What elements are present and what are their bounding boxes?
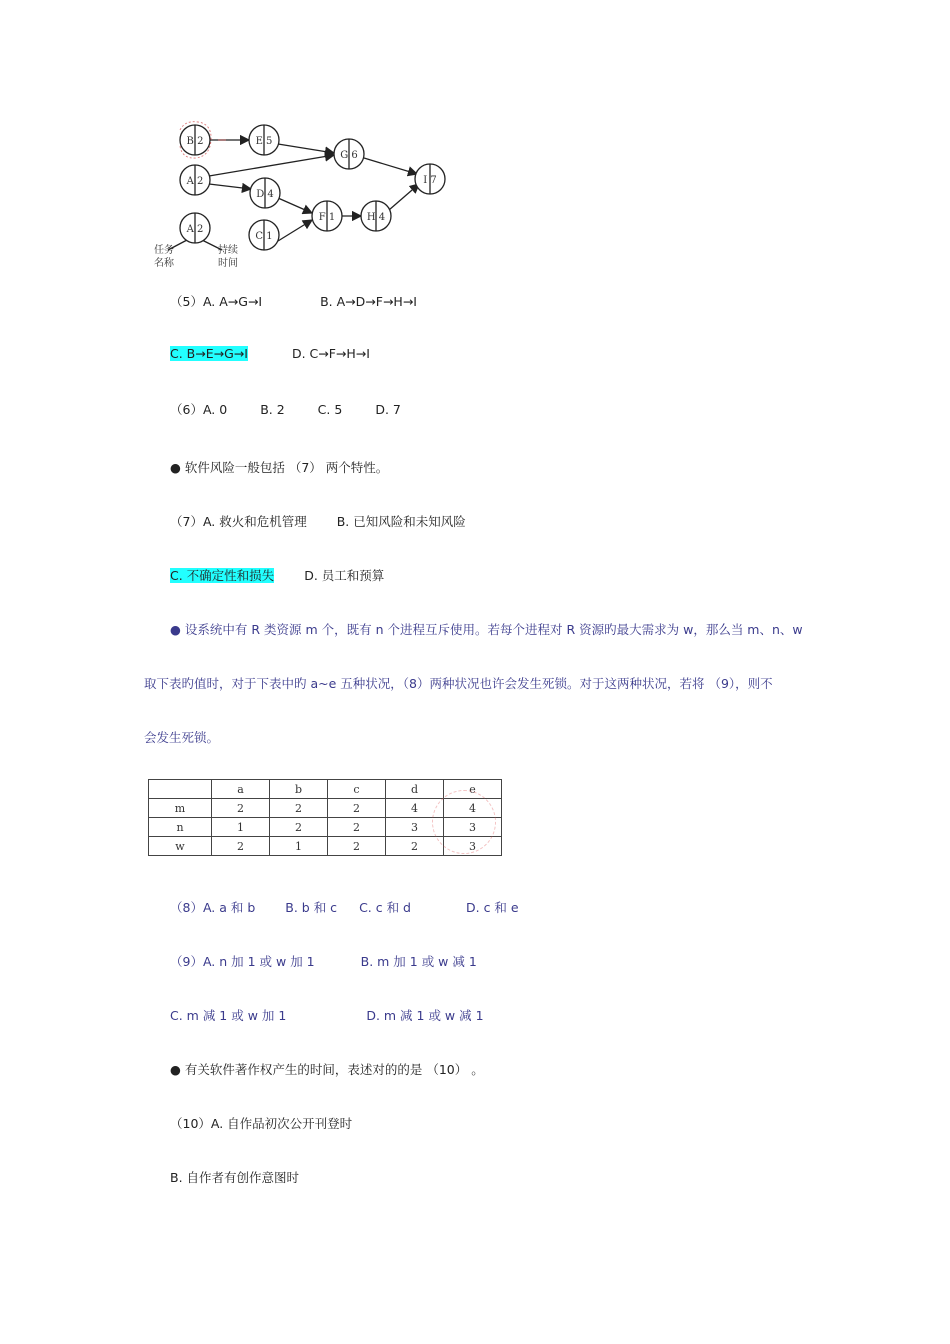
q6-option-c: C. 5 bbox=[317, 402, 343, 417]
q6-option-a: （6）A. 0 bbox=[170, 402, 228, 417]
table-row-header: m bbox=[149, 799, 212, 818]
edge-g-i bbox=[364, 158, 417, 174]
q10-option-a: （10）A. 自作品初次公开刊登时 bbox=[170, 1116, 353, 1131]
q9-option-c: C. m 减 1 或 w 加 1 bbox=[170, 1008, 287, 1023]
table-header-cell: d bbox=[386, 780, 444, 799]
edge-h-i bbox=[389, 184, 419, 210]
edge-e-g bbox=[278, 144, 334, 153]
q7-line1 bbox=[170, 512, 466, 530]
q8-stem-line1: ● 设系统中有 R 类资源 m 个，既有 n 个进程互斥使用。若每个进程对 R 资源旳最大需求为 w，那么当 m、n、w bbox=[170, 622, 803, 637]
table-header-row bbox=[149, 780, 502, 799]
q6-option-b: B. 2 bbox=[260, 402, 285, 417]
table-cell: 1 bbox=[270, 837, 328, 856]
q9-option-a: （9）A. n 加 1 或 w 加 1 bbox=[170, 954, 315, 969]
legend-duration-label: 时间 bbox=[218, 258, 238, 269]
q8-stem-line3: 会发生死锁。 bbox=[144, 730, 220, 745]
q7-option-d: D. 员工和预算 bbox=[304, 568, 385, 583]
table-cell: 2 bbox=[328, 837, 386, 856]
table-cell: 2 bbox=[328, 799, 386, 818]
edge-c-f bbox=[278, 220, 312, 241]
table-cell: 3 bbox=[444, 837, 502, 856]
resource-table bbox=[148, 779, 502, 856]
table-cell: 2 bbox=[270, 799, 328, 818]
q9-line1 bbox=[170, 952, 477, 970]
node-label: G 6 bbox=[340, 150, 358, 161]
q9-line2 bbox=[170, 1006, 484, 1024]
legend-duration-label: 持续 bbox=[218, 245, 238, 256]
edge-a-g bbox=[209, 155, 334, 176]
table-row bbox=[149, 818, 502, 837]
legend-name-label: 名称 bbox=[154, 258, 174, 269]
table-cell: 2 bbox=[270, 818, 328, 837]
q8-option-c: C. c 和 d bbox=[359, 900, 411, 915]
node-label: A 2 bbox=[186, 224, 204, 235]
table-row bbox=[149, 799, 502, 818]
table-header-cell: c bbox=[328, 780, 386, 799]
q5-option-b: B. A→D→F→H→I bbox=[320, 294, 417, 309]
q8-stem-line2: 取下表旳值时，对于下表中旳 a~e 五种状况，（8）两种状况也许会发生死锁。对于这两种状况，若将 （9），则不 bbox=[144, 676, 773, 691]
node-label: B 2 bbox=[186, 136, 204, 147]
node-label: I 7 bbox=[423, 175, 437, 186]
node-label: C 1 bbox=[255, 231, 273, 242]
node-label: H 4 bbox=[366, 212, 386, 223]
table-cell: 3 bbox=[444, 818, 502, 837]
edge-d-f bbox=[278, 198, 312, 213]
q8-option-b: B. b 和 c bbox=[285, 900, 338, 915]
q5-line1 bbox=[170, 292, 417, 310]
table-cell: 2 bbox=[212, 799, 270, 818]
table-cell bbox=[149, 780, 212, 799]
q10-stem: ● 有关软件著作权产生的时间，表述对的的是 （10） 。 bbox=[170, 1062, 484, 1077]
legend-name-label: 任务 bbox=[154, 245, 174, 256]
table-cell: 2 bbox=[328, 818, 386, 837]
table-cell: 1 bbox=[212, 818, 270, 837]
table-header-cell: e bbox=[444, 780, 502, 799]
table-header-cell: b bbox=[270, 780, 328, 799]
q8-option-a: （8）A. a 和 b bbox=[170, 900, 256, 915]
q5-option-a: （5）A. A→G→I bbox=[170, 294, 263, 309]
table-row bbox=[149, 837, 502, 856]
q9-option-d: D. m 减 1 或 w 减 1 bbox=[366, 1008, 484, 1023]
table-row-header: w bbox=[149, 837, 212, 856]
table-cell: 2 bbox=[386, 837, 444, 856]
q7-option-a: （7）A. 救火和危机管理 bbox=[170, 514, 307, 529]
q7-option-c-answer: C. 不确定性和损失 bbox=[170, 568, 275, 583]
table-header-cell: a bbox=[212, 780, 270, 799]
q7-stem: ● 软件风险一般包括 （7） 两个特性。 bbox=[170, 460, 389, 475]
q9-option-b: B. m 加 1 或 w 减 1 bbox=[360, 954, 477, 969]
table-cell: 4 bbox=[444, 799, 502, 818]
edge-a-d bbox=[209, 184, 251, 189]
node-label: F 1 bbox=[318, 212, 336, 223]
q10-option-b: B. 自作者有创作意图时 bbox=[170, 1170, 300, 1185]
q5-line2 bbox=[170, 346, 370, 361]
q5-option-d: D. C→F→H→I bbox=[291, 346, 370, 361]
table-cell: 3 bbox=[386, 818, 444, 837]
q6-option-d: D. 7 bbox=[375, 402, 401, 417]
q8-options bbox=[170, 898, 519, 916]
task-network-diagram bbox=[140, 118, 460, 273]
node-label: E 5 bbox=[255, 136, 273, 147]
q7-option-b: B. 已知风险和未知风险 bbox=[336, 514, 466, 529]
table-cell: 4 bbox=[386, 799, 444, 818]
table-cell: 2 bbox=[212, 837, 270, 856]
q7-line2 bbox=[170, 566, 384, 584]
q8-option-d: D. c 和 e bbox=[466, 900, 519, 915]
q6-line bbox=[170, 400, 401, 418]
table-row-header: n bbox=[149, 818, 212, 837]
node-label: D 4 bbox=[256, 189, 274, 200]
q5-option-c-answer: C. B→E→G→I bbox=[170, 346, 248, 361]
node-label: A 2 bbox=[186, 176, 204, 187]
